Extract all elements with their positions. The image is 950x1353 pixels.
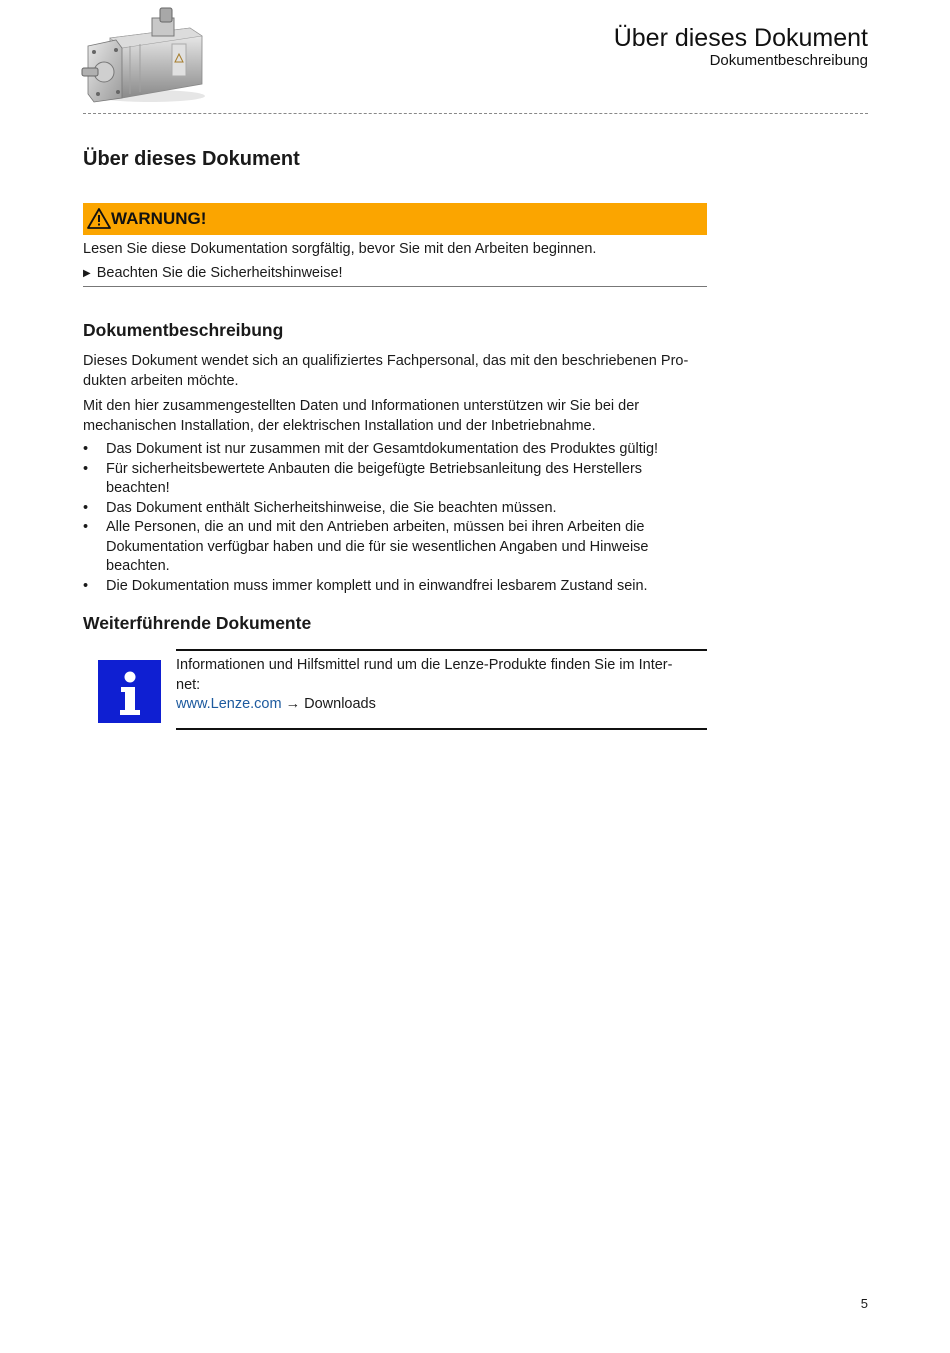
warning-banner (83, 203, 707, 235)
description-paragraph-2 (83, 397, 707, 436)
paragraph-line: dukten arbeiten möchte. (83, 372, 239, 389)
info-line: net: (176, 676, 201, 693)
info-box-top-rule (176, 649, 707, 651)
paragraph-line: mechanischen Installation, der elektrischen Installation und der Inbetriebnahme. (83, 417, 596, 434)
info-line: Informationen und Hilfsmittel rund um die Lenze-Produkte finden Sie im Inter- (176, 657, 673, 673)
section-title: Über dieses Dokument (83, 148, 300, 170)
warning-action (83, 265, 343, 281)
list-item-line: beachten! (106, 480, 170, 496)
warning-action-text: Beachten Sie die Sicherheitshinweise! (96, 265, 343, 281)
list-item: • Für sicherheitsbewertete Anbauten die beigefügte Betriebsanleitung des Herstellers beachten! (83, 460, 707, 499)
info-box-bottom-rule (176, 728, 707, 730)
list-item: • Die Dokumentation muss immer komplett und in einwandfrei lesbarem Zustand sein. (83, 577, 707, 597)
description-heading: Dokumentbeschreibung (83, 320, 284, 340)
servo-motor-product-image (80, 6, 210, 106)
page-number: 5 (860, 1296, 868, 1311)
downloads-label: Downloads (304, 696, 376, 712)
info-box-text (176, 656, 707, 715)
list-item-line: Die Dokumentation muss immer komplett und in einwandfrei lesbarem Zustand sein. (106, 577, 648, 594)
header-title: Über dieses Dokument (613, 24, 868, 52)
lenze-website-link[interactable]: www.Lenze.com (176, 696, 282, 712)
triangle-right-icon: ▶ (83, 268, 91, 279)
header-divider (83, 113, 868, 114)
list-item-line: Für sicherheitsbewertete Anbauten die beigefügte Betriebsanleitung des Herstellers (106, 460, 643, 477)
warning-label: WARNUNG! (111, 209, 207, 228)
list-item: • Das Dokument ist nur zusammen mit der Gesamtdokumentation des Produktes gültig! (83, 440, 707, 460)
further-documents-heading: Weiterführende Dokumente (83, 613, 312, 633)
info-icon (98, 660, 161, 723)
list-item-line: Alle Personen, die an und mit den Antrieben arbeiten, müssen bei ihren Arbeiten die (106, 519, 645, 535)
list-item-line: beachten. (106, 558, 170, 574)
paragraph-line: Dieses Dokument wendet sich an qualifiziertes Fachpersonal, das mit den beschriebenen Pro- (83, 353, 689, 369)
warning-triangle-icon (87, 208, 111, 229)
list-item-line: Das Dokument ist nur zusammen mit der Gesamtdokumentation des Produktes gültig! (106, 441, 659, 457)
description-paragraph-1 (83, 352, 707, 391)
list-item: • Das Dokument enthält Sicherheitshinweise, die Sie beachten müssen. (83, 499, 707, 519)
arrow-right-icon: → (285, 696, 301, 712)
paragraph-line: Mit den hier zusammengestellten Daten und Informationen unterstützen wir Sie bei der (83, 398, 640, 414)
header-subtitle: Dokumentbeschreibung (709, 52, 868, 69)
list-item-line: Dokumentation verfügbar haben und die für sie wesentlichen Angaben und Hinweise (106, 538, 649, 555)
list-item: • Alle Personen, die an und mit den Antrieben arbeiten, müssen bei ihren Arbeiten die Dokumentation verfügbar haben und die für sie wesentlichen Angaben und Hinweise beachten. (83, 518, 707, 577)
warning-divider (83, 286, 707, 287)
description-bullet-list (83, 440, 707, 596)
info-link-line (176, 695, 707, 715)
warning-text: Lesen Sie diese Dokumentation sorgfältig, bevor Sie mit den Arbeiten beginnen. (83, 241, 597, 257)
list-item-line: Das Dokument enthält Sicherheitshinweise, die Sie beachten müssen. (106, 499, 557, 516)
